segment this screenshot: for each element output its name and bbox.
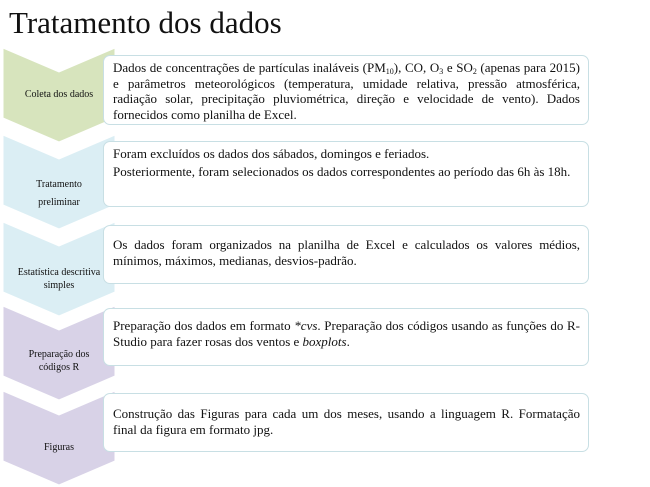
step-2-label [2, 176, 116, 210]
step-4-box [103, 308, 589, 366]
step-4-label-line1: Preparação dos [28, 349, 90, 360]
page-title: Tratamento dos dados [9, 5, 282, 40]
step-2-box [103, 141, 589, 207]
step-2-label-line1: Tratamento [36, 178, 82, 190]
step-3-text: Os dados foram organizados na planilha de Excel e calculados os valores médios, mínimos, máximos, medianas, desvios-padrão. [113, 237, 580, 268]
step-1-text: Dados de concentrações de partículas inaláveis $(PM_{10})$, CO, $O_3$ e $SO_2$ (apenas para 2015) e parâmetros meteorológicos (temperatura, umidade relativa, pressão atmosférica, radiação solar, precipitação pluviométrica, direção e velocidade de vento). Dados fornecidos como planilha de Excel. [113, 60, 581, 122]
step-5-label: Figuras [44, 441, 74, 453]
step-2-text-2: Posteriormente, foram selecionados os dados correspondentes ao período das 6h às 18h. [113, 163, 571, 179]
step-5-text: Construção das Figuras para cada um dos meses, usando a linguagem R. Formatação final da figura em formato jpg. [113, 406, 580, 437]
step-5-box [103, 393, 589, 452]
step-3-label: Estatística descritiva simples [17, 267, 101, 291]
step-1-box [103, 55, 589, 125]
step-2-text-1: Foram excluídos os dados dos sábados, domingos e feriados. [113, 146, 430, 161]
step-1-label: Coleta dos dados [24, 88, 94, 100]
step-4-text: Preparação dos dados em formato *cvs. Preparação dos códigos usando as funções do R-Studio para fazer rosas dos ventos e boxplots. [113, 318, 580, 349]
step-4-label [2, 347, 116, 375]
step-3-box [103, 225, 589, 284]
step-2-label-line2: preliminar [38, 196, 80, 208]
step-4-label-line2: códigos R [38, 362, 80, 373]
